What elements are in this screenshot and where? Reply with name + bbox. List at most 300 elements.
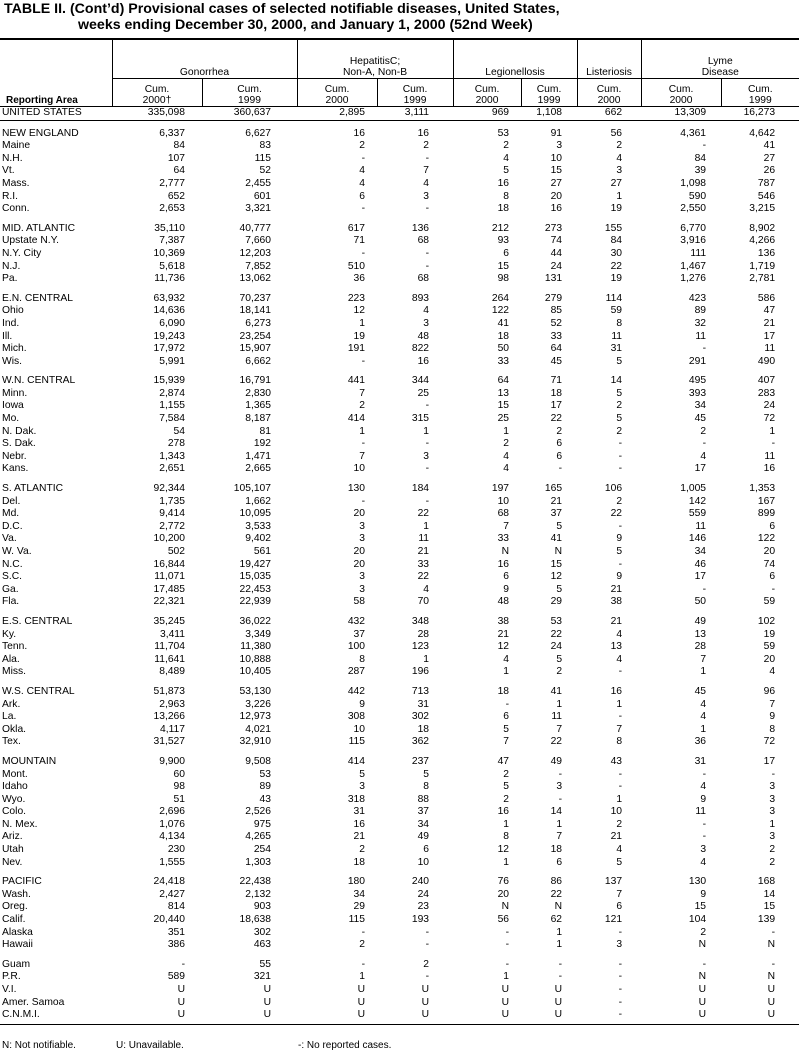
value-cell: 21 — [610, 583, 623, 595]
value-cell: 362 — [411, 736, 430, 748]
value-cell: 2 — [503, 768, 510, 780]
value-cell: 19 — [353, 330, 366, 342]
value-cell: 89 — [694, 305, 707, 317]
value-cell: 31 — [694, 755, 707, 767]
value-cell: - — [425, 260, 430, 272]
value-cell: 41 — [497, 317, 510, 329]
value-cell: 83 — [259, 140, 272, 152]
value-cell: - — [505, 958, 510, 970]
value-cell: 22 — [550, 736, 563, 748]
table-row — [0, 107, 799, 121]
subcol-lyme-2000: Cum. 2000 — [641, 79, 721, 107]
value-cell: 49 — [417, 831, 430, 843]
table-row — [0, 153, 799, 166]
value-cell: 3 — [616, 939, 623, 951]
value-cell: 490 — [757, 355, 776, 367]
value-cell: 28 — [417, 628, 430, 640]
value-cell: 318 — [347, 793, 366, 805]
value-cell: 5,991 — [159, 355, 185, 367]
value-cell: 969 — [453, 107, 521, 121]
value-cell: 9 — [616, 533, 623, 545]
value-cell: 9,900 — [159, 755, 185, 767]
value-cell: 7,852 — [245, 260, 272, 272]
value-cell: - — [425, 247, 430, 259]
reporting-area-cell: Mont. — [2, 768, 28, 780]
value-cell: 7 — [700, 653, 707, 665]
value-cell: 19 — [763, 628, 776, 640]
value-cell: 7 — [503, 736, 510, 748]
value-cell: 3 — [423, 190, 430, 202]
value-cell: 64 — [497, 375, 510, 387]
value-cell: 6 — [769, 571, 776, 583]
value-cell: 1 — [616, 698, 623, 710]
value-cell: 9 — [359, 698, 366, 710]
table-row — [0, 927, 799, 940]
footnote-no-cases: -: No reported cases. — [298, 1040, 392, 1051]
value-cell: 4 — [700, 450, 707, 462]
reporting-area-cell: Oreg. — [2, 901, 28, 913]
value-cell: - — [425, 495, 430, 507]
value-cell: 70 — [417, 596, 430, 608]
table-row — [0, 666, 799, 679]
value-cell: 2 — [423, 958, 430, 970]
table-row — [0, 451, 799, 464]
title-line-2: weeks ending December 30, 2000, and January 1, 2000 (52nd Week) — [78, 17, 533, 33]
reporting-area-cell: Okla. — [2, 723, 27, 735]
value-cell: 3 — [359, 520, 366, 532]
value-cell: 893 — [411, 292, 430, 304]
value-cell: 12 — [497, 844, 510, 856]
value-cell: 115 — [348, 736, 366, 748]
value-cell: 16 — [353, 127, 366, 139]
value-cell: 32 — [694, 317, 707, 329]
value-cell: 11 — [418, 533, 430, 545]
value-cell: 72 — [763, 736, 776, 748]
value-cell: 17 — [694, 571, 707, 583]
table-row — [0, 857, 799, 870]
value-cell: 72 — [763, 413, 776, 425]
value-cell: U — [357, 996, 366, 1008]
value-cell: - — [618, 926, 623, 938]
value-cell: 114 — [605, 292, 623, 304]
value-cell: 5 — [423, 768, 430, 780]
value-cell: 2,550 — [680, 203, 707, 215]
table-row — [0, 609, 799, 629]
value-cell: 10 — [550, 152, 563, 164]
value-cell: 2,874 — [159, 387, 185, 399]
value-cell: U — [698, 996, 707, 1008]
value-cell: 2 — [769, 856, 776, 868]
table-row — [0, 806, 799, 819]
reporting-area-cell: C.N.M.I. — [0, 1009, 112, 1024]
value-cell: 4 — [359, 165, 366, 177]
table-row — [0, 438, 799, 451]
value-cell: 45 — [550, 355, 563, 367]
value-cell: 9 — [700, 888, 707, 900]
value-cell: 15,907 — [239, 343, 272, 355]
value-cell: 2 — [616, 818, 623, 830]
value-cell: N — [554, 546, 563, 557]
value-cell: 1 — [616, 793, 623, 805]
value-cell: 35,110 — [154, 222, 185, 234]
value-cell: 3,215 — [749, 203, 776, 215]
footnote-not-notifiable: N: Not notifiable. — [2, 1040, 76, 1051]
table-row — [0, 769, 799, 782]
value-cell: - — [771, 438, 776, 450]
table-row — [0, 235, 799, 248]
value-cell: U — [521, 1009, 577, 1024]
value-cell: 12 — [550, 571, 563, 583]
value-cell: 31 — [417, 698, 430, 710]
value-cell: 1 — [556, 939, 563, 951]
value-cell: 11 — [764, 450, 776, 462]
value-cell: 22,438 — [239, 876, 272, 888]
value-cell: 1 — [359, 971, 366, 983]
value-cell: 2,777 — [159, 177, 185, 189]
value-cell: - — [618, 781, 623, 793]
value-cell: 5 — [556, 520, 563, 532]
value-cell: 2 — [556, 666, 563, 678]
value-cell: 123 — [411, 641, 430, 653]
reporting-area-cell: MID. ATLANTIC — [2, 222, 76, 234]
value-cell: - — [505, 926, 510, 938]
table-row — [0, 343, 799, 356]
value-cell: 39 — [694, 165, 707, 177]
value-cell: 68 — [417, 273, 430, 285]
value-cell: 104 — [688, 914, 707, 926]
value-cell: - — [702, 438, 707, 450]
value-cell: 814 — [167, 901, 185, 913]
value-cell: 68 — [417, 235, 430, 247]
value-cell: 24 — [550, 641, 563, 653]
table-row — [0, 216, 799, 236]
table-row — [0, 939, 799, 952]
value-cell: 16 — [497, 558, 510, 570]
value-cell: 115 — [254, 152, 272, 164]
value-cell: 192 — [253, 438, 272, 450]
value-cell: 321 — [253, 971, 272, 983]
value-cell: 50 — [497, 343, 510, 355]
value-cell: - — [618, 971, 623, 983]
value-cell: 33 — [497, 533, 510, 545]
value-cell: 2 — [769, 844, 776, 856]
value-cell: - — [618, 558, 623, 570]
value-cell: 3 — [556, 140, 563, 152]
value-cell: 7,584 — [159, 413, 185, 425]
value-cell: - — [425, 939, 430, 951]
value-cell: 26 — [763, 165, 776, 177]
value-cell: 4,117 — [159, 723, 185, 735]
value-cell: 1,555 — [159, 856, 185, 868]
value-cell: - — [771, 926, 776, 938]
value-cell: 193 — [411, 914, 430, 926]
value-cell: 586 — [757, 292, 776, 304]
value-cell: 16,791 — [239, 375, 272, 387]
reporting-area-header: Reporting Area — [0, 79, 112, 107]
table-row — [0, 120, 799, 140]
value-cell: 20 — [353, 508, 366, 520]
value-cell: 18 — [417, 723, 430, 735]
value-cell: 1,467 — [680, 260, 707, 272]
value-cell: 903 — [253, 901, 272, 913]
value-cell: 105,107 — [233, 483, 272, 495]
value-cell: 1,365 — [245, 400, 272, 412]
reporting-area-cell: Guam — [2, 958, 31, 970]
value-cell: 1 — [423, 653, 430, 665]
value-cell: 21 — [763, 317, 776, 329]
table-body — [0, 107, 799, 1025]
value-cell: 279 — [544, 292, 563, 304]
value-cell: 230 — [167, 844, 185, 856]
value-cell: 59 — [610, 305, 623, 317]
value-cell: 41 — [763, 140, 776, 152]
value-cell: 34 — [353, 888, 366, 900]
reporting-area-cell: W.N. CENTRAL — [2, 375, 76, 387]
value-cell: 1,719 — [749, 260, 776, 272]
value-cell: - — [361, 438, 366, 450]
value-cell: 34 — [694, 546, 707, 557]
value-cell: 393 — [688, 387, 707, 399]
value-cell: 3 — [769, 831, 776, 843]
value-cell: 1,155 — [159, 400, 185, 412]
reporting-area-cell: Mich. — [2, 343, 27, 355]
value-cell: 822 — [411, 343, 430, 355]
value-cell: 10,095 — [239, 508, 272, 520]
value-cell: 2 — [616, 140, 623, 152]
value-cell: - — [618, 768, 623, 780]
value-cell: 3 — [700, 844, 707, 856]
value-cell: 136 — [757, 247, 776, 259]
value-cell: U — [177, 984, 185, 995]
table-row — [0, 952, 799, 972]
value-cell: U — [357, 984, 366, 995]
value-cell: 4,642 — [749, 127, 776, 139]
value-cell: - — [702, 343, 707, 355]
value-cell: - — [425, 400, 430, 412]
value-cell: U — [421, 996, 430, 1008]
value-cell: U — [554, 996, 563, 1008]
value-cell: 98 — [497, 273, 510, 285]
value-cell: 3 — [769, 806, 776, 818]
value-cell: 122 — [491, 305, 510, 317]
title-line-1: TABLE II. (Cont’d) Provisional cases of selected notifiable diseases, United States, — [4, 1, 560, 17]
table-row — [0, 711, 799, 724]
value-cell: - — [618, 450, 623, 462]
value-cell: 98 — [173, 781, 185, 793]
reporting-area-cell: Minn. — [2, 387, 28, 399]
value-cell: 54 — [173, 425, 185, 437]
value-cell: 4 — [423, 305, 430, 317]
value-cell: 273 — [544, 222, 563, 234]
reporting-area-cell: D.C. — [2, 520, 23, 532]
value-cell: 6,090 — [159, 317, 185, 329]
value-cell: 5,618 — [159, 260, 185, 272]
value-cell: 4,361 — [680, 127, 707, 139]
value-cell: 84 — [610, 235, 623, 247]
value-cell: 360,637 — [202, 107, 297, 121]
reporting-area-cell: E.S. CENTRAL — [2, 615, 73, 627]
value-cell: 107 — [167, 152, 185, 164]
value-cell: - — [618, 520, 623, 532]
value-cell: 6 — [503, 711, 510, 723]
table-row — [0, 984, 799, 997]
table-row — [0, 356, 799, 369]
table-row — [0, 819, 799, 832]
value-cell: 5 — [616, 387, 623, 399]
value-cell: 1 — [503, 971, 510, 983]
table-row — [0, 724, 799, 737]
value-cell: 1 — [423, 520, 430, 532]
value-cell: 1,471 — [245, 450, 272, 462]
value-cell: 38 — [497, 615, 510, 627]
value-cell: 1 — [503, 425, 510, 437]
value-cell: 2 — [359, 140, 366, 152]
value-cell: 56 — [610, 127, 623, 139]
value-cell: 4 — [423, 177, 430, 189]
value-cell: 15,035 — [239, 571, 272, 583]
value-cell: N — [767, 939, 776, 951]
value-cell: 3 — [423, 450, 430, 462]
value-cell: - — [505, 939, 510, 951]
value-cell: 20 — [497, 888, 510, 900]
value-cell: 46 — [694, 558, 707, 570]
value-cell: 130 — [347, 483, 366, 495]
value-cell: 15 — [497, 260, 510, 272]
table-row — [0, 331, 799, 344]
value-cell: 407 — [757, 375, 776, 387]
value-cell: 49 — [550, 755, 563, 767]
reporting-area-cell: N.Y. City — [2, 247, 42, 259]
value-cell: 22 — [610, 260, 623, 272]
value-cell: 93 — [497, 235, 510, 247]
value-cell: 6 — [423, 844, 430, 856]
value-cell: 18 — [550, 844, 563, 856]
table-row — [0, 533, 799, 546]
value-cell: U — [112, 1009, 202, 1024]
value-cell: 17 — [694, 463, 707, 475]
reporting-area-cell: Nebr. — [2, 450, 27, 462]
value-cell: 8 — [503, 190, 510, 202]
value-cell: 10,200 — [153, 533, 185, 545]
subcol-gonorrhea-1999: Cum. 1999 — [202, 79, 297, 107]
table-row — [0, 1009, 799, 1024]
value-cell: 51 — [173, 793, 185, 805]
value-cell: 8,187 — [245, 413, 272, 425]
value-cell: 302 — [253, 926, 272, 938]
value-cell: 3,111 — [377, 107, 453, 121]
value-cell: 14,636 — [153, 305, 185, 317]
table-row — [0, 654, 799, 667]
value-cell: 1 — [700, 723, 707, 735]
value-cell: 49 — [694, 615, 707, 627]
value-cell: - — [618, 996, 623, 1008]
value-cell: 22 — [550, 628, 563, 640]
reporting-area-cell: MOUNTAIN — [2, 755, 57, 767]
value-cell: 14 — [550, 806, 563, 818]
reporting-area-cell: Pa. — [2, 273, 18, 285]
value-cell: 335,098 — [112, 107, 202, 121]
table-row — [0, 463, 799, 476]
value-cell: 41 — [550, 533, 563, 545]
value-cell: 16 — [497, 806, 510, 818]
value-cell: 302 — [411, 711, 430, 723]
value-cell: U — [554, 984, 563, 995]
value-cell: - — [702, 818, 707, 830]
value-cell: 16 — [763, 463, 776, 475]
value-cell: U — [453, 1009, 521, 1024]
value-cell: 315 — [411, 413, 430, 425]
value-cell: 254 — [253, 844, 272, 856]
reporting-area-cell: Alaska — [2, 926, 33, 938]
value-cell: 351 — [167, 926, 185, 938]
reporting-area-cell: W. Va. — [2, 546, 32, 557]
value-cell: 2 — [359, 400, 366, 412]
lyme-label: Lyme Disease — [701, 56, 739, 78]
value-cell: U — [421, 984, 430, 995]
value-cell: 9,414 — [159, 508, 185, 520]
group-header-gonorrhea: Gonorrhea — [112, 39, 297, 79]
reporting-area-cell: Mo. — [2, 413, 20, 425]
reporting-area-cell: Miss. — [2, 666, 27, 678]
value-cell: - — [702, 583, 707, 595]
value-cell: 7 — [556, 831, 563, 843]
value-cell: 22 — [550, 888, 563, 900]
value-cell: 3,533 — [245, 520, 272, 532]
value-cell: 4,134 — [159, 831, 185, 843]
value-cell: U — [767, 984, 776, 995]
value-cell: 20 — [763, 546, 776, 557]
value-cell: 7 — [423, 165, 430, 177]
value-cell: 3 — [423, 317, 430, 329]
value-cell: 18 — [353, 856, 366, 868]
reporting-area-cell: Ind. — [2, 317, 20, 329]
table-row — [0, 889, 799, 902]
value-cell: 17 — [550, 400, 563, 412]
value-cell: 11,736 — [154, 273, 185, 285]
table-row — [0, 914, 799, 927]
value-cell: - — [361, 203, 366, 215]
value-cell: - — [425, 971, 430, 983]
value-cell: 787 — [757, 177, 776, 189]
value-cell: 10 — [417, 856, 430, 868]
subcol-hepc-1999: Cum. 1999 — [377, 79, 453, 107]
reporting-area-cell: Ala. — [2, 653, 20, 665]
value-cell: 5 — [503, 723, 510, 735]
value-cell: 19,427 — [239, 558, 272, 570]
value-cell: 4 — [769, 666, 776, 678]
value-cell: - — [361, 958, 366, 970]
value-cell: 561 — [253, 546, 272, 557]
value-cell: - — [577, 1009, 641, 1024]
table-row — [0, 584, 799, 597]
group-header-lyme — [641, 39, 799, 79]
value-cell: 2,665 — [245, 463, 272, 475]
value-cell: U — [297, 1009, 377, 1024]
table-row — [0, 273, 799, 286]
value-cell: 432 — [347, 615, 366, 627]
reporting-area-cell: Colo. — [2, 806, 27, 818]
value-cell: 1,005 — [680, 483, 707, 495]
value-cell: 4 — [616, 628, 623, 640]
value-cell: - — [425, 926, 430, 938]
value-cell: 33 — [497, 355, 510, 367]
value-cell: 47 — [763, 305, 776, 317]
value-cell: - — [618, 984, 623, 995]
value-cell: 11,380 — [240, 641, 272, 653]
value-cell: 11 — [551, 711, 563, 723]
value-cell: 495 — [688, 375, 707, 387]
value-cell: 4 — [700, 698, 707, 710]
